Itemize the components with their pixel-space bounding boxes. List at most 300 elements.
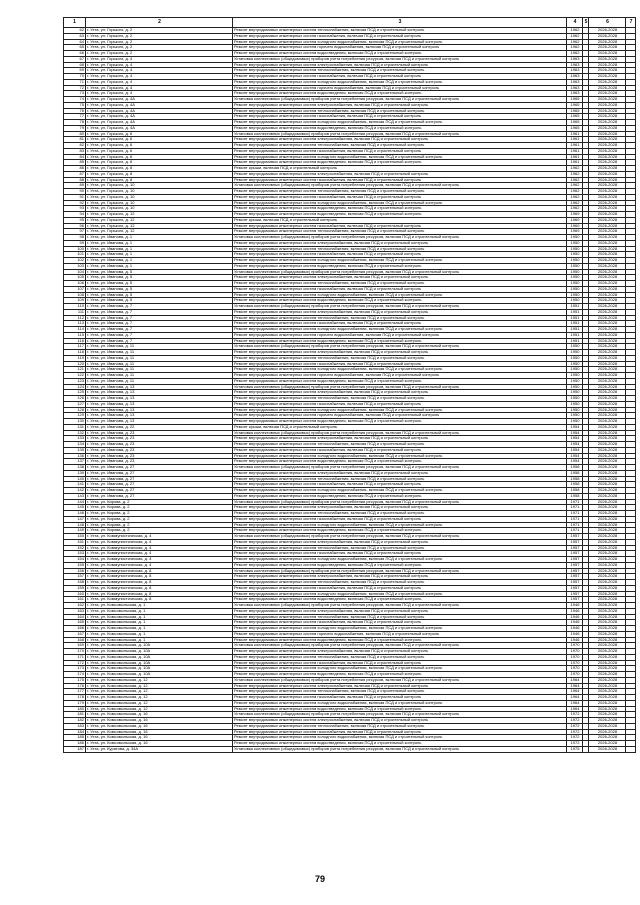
period-cell: 2026-2028 [589, 114, 626, 120]
address-cell: г. Ухта, ул. Иванова, д. 7 [86, 309, 233, 315]
work-type-cell: Ремонт внутридомовых инженерных систем теплоснабжения, включая ПСД и строительный контроль [233, 723, 567, 729]
build-year-cell: 1957 [567, 557, 583, 563]
row-number-cell: 97 [64, 229, 86, 235]
work-type-cell: Ремонт внутридомовых инженерных систем электроснабжения, включая ПСД и строительный контроль [233, 171, 567, 177]
period-cell: 2026-2028 [589, 131, 626, 137]
address-cell: г. Ухта, ул. Горького, д. 4 [86, 68, 233, 74]
row-number-cell: 121 [64, 367, 86, 373]
build-year-cell: 1962 [567, 194, 583, 200]
row-number-cell: 160 [64, 591, 86, 597]
row-number-cell: 137 [64, 459, 86, 465]
row-number-cell: 170 [64, 649, 86, 655]
row-number-cell: 84 [64, 154, 86, 160]
address-cell: г. Ухта, ул. Иванова, д. 27 [86, 493, 233, 499]
work-type-cell: Ремонт внутридомовых инженерных систем холодного водоснабжения, включая ПСД и строительный контроль [233, 367, 567, 373]
row-number-cell: 112 [64, 315, 86, 321]
work-type-cell: Ремонт внутридомовых инженерных систем горячего водоснабжения, включая ПСД и строительный контроль [233, 85, 567, 91]
build-year-cell: 1962 [567, 171, 583, 177]
work-type-cell: Ремонт внутридомовых инженерных систем теплоснабжения, включая ПСД и строительный контроль [233, 580, 567, 586]
work-type-cell: Ремонт внутридомовых инженерных систем электроснабжения, включая ПСД и строительный контроль [233, 608, 567, 614]
period-cell: 2026-2028 [589, 574, 626, 580]
row-number-cell: 154 [64, 557, 86, 563]
address-cell: г. Ухта, ул. Горького, д. 6 [86, 148, 233, 154]
address-cell: г. Ухта, ул. Иванова, д. 11 [86, 367, 233, 373]
work-type-cell: Ремонт внутридомовых инженерных систем электроснабжения, включая ПСД и строительный контроль [233, 574, 567, 580]
address-cell: г. Ухта, ул. Комсомольская, д. 16 [86, 718, 233, 724]
build-year-cell: 1972 [567, 735, 583, 741]
address-cell: г. Ухта, ул. Горького, д. 4 [86, 91, 233, 97]
build-year-cell: 1972 [567, 723, 583, 729]
build-year-cell: 1962 [567, 177, 583, 183]
period-cell: 2026-2028 [589, 470, 626, 476]
build-year-cell: 1963 [567, 74, 583, 80]
work-type-cell: Ремонт внутридомовых инженерных систем теплоснабжения, включая ПСД и строительный контроль [233, 396, 567, 402]
build-year-cell: 1950 [567, 281, 583, 287]
build-year-cell: 1950 [567, 286, 583, 292]
work-type-cell: Ремонт внутридомовых инженерных систем газоснабжения, включая ПСД и строительный контроль [233, 194, 567, 200]
period-cell: 2026-2028 [589, 603, 626, 609]
row-number-cell: 103 [64, 263, 86, 269]
period-cell: 2026-2028 [589, 171, 626, 177]
row-number-cell: 66 [64, 51, 86, 57]
row-number-cell: 81 [64, 137, 86, 143]
period-cell: 2026-2028 [589, 120, 626, 126]
row-number-cell: 181 [64, 712, 86, 718]
row-number-cell: 74 [64, 97, 86, 103]
build-year-cell: 1951 [567, 304, 583, 310]
row-number-cell: 75 [64, 102, 86, 108]
row-number-cell: 92 [64, 200, 86, 206]
row-number-cell: 184 [64, 729, 86, 735]
row-number-cell: 67 [64, 56, 86, 62]
build-year-cell: 1958 [567, 482, 583, 488]
period-cell: 2026-2028 [589, 350, 626, 356]
build-year-cell: 1957 [567, 534, 583, 540]
build-year-cell: 1962 [567, 51, 583, 57]
address-cell: г. Ухта, ул. Комсомольская, д. 10А [86, 649, 233, 655]
row-number-cell: 133 [64, 436, 86, 442]
period-cell: 2026-2028 [589, 200, 626, 206]
work-type-cell: Ремонт внутридомовых инженерных систем водоотведения, включая ПСД и строительный контроль [233, 562, 567, 568]
address-cell: г. Ухта, ул. Комсомольская, д. 12 [86, 677, 233, 683]
row-number-cell: 138 [64, 465, 86, 471]
build-year-cell: 1964 [567, 683, 583, 689]
row-number-cell: 155 [64, 562, 86, 568]
row-number-cell: 77 [64, 114, 86, 120]
address-cell: г. Ухта, ул. Иванова, д. 27 [86, 476, 233, 482]
work-type-cell: Ремонт внутридомовых инженерных систем холодного водоснабжения, включая ПСД и строительный контроль [233, 154, 567, 160]
build-year-cell: 1964 [567, 689, 583, 695]
address-cell: г. Ухта, ул. Иванова, д. 23 [86, 459, 233, 465]
build-year-cell: 1950 [567, 350, 583, 356]
address-cell: г. Ухта, ул. Комсомольская, д. 10А [86, 660, 233, 666]
period-cell: 2026-2028 [589, 597, 626, 603]
period-cell: 2026-2028 [589, 212, 626, 218]
row-number-cell: 163 [64, 608, 86, 614]
empty-cell-cell [626, 746, 636, 752]
build-year-cell: 1957 [567, 574, 583, 580]
work-type-cell: Ремонт внутридомовых инженерных систем теплоснабжения, включая ПСД и строительный контроль [233, 442, 567, 448]
work-type-cell: Ремонт внутридомовых инженерных систем водоотведения, включая ПСД и строительный контроль [233, 493, 567, 499]
build-year-cell: 1963 [567, 79, 583, 85]
work-type-cell: Ремонт крыши, включая ПСД и строительный контроль [233, 217, 567, 223]
address-cell: г. Ухта, ул. Иванова, д. 11 [86, 373, 233, 379]
address-cell: г. Ухта, ул. Комсомольская, д. 16 [86, 735, 233, 741]
period-cell: 2026-2028 [589, 580, 626, 586]
period-cell: 2026-2028 [589, 568, 626, 574]
address-cell: г. Ухта, ул. Горького, д. 10 [86, 189, 233, 195]
work-type-cell: Ремонт внутридомовых инженерных систем теплоснабжения, включая ПСД и строительный контроль [233, 511, 567, 517]
work-type-cell: Ремонт внутридомовых инженерных систем теплоснабжения, включая ПСД и строительный контроль [233, 654, 567, 660]
address-cell: г. Ухта, ул. Коммунистическая, д. 8 [86, 585, 233, 591]
address-cell: г. Ухта, ул. Иванова, д. 5 [86, 292, 233, 298]
row-number-cell: 158 [64, 580, 86, 586]
address-cell: г. Ухта, ул. Иванова, д. 7 [86, 315, 233, 321]
work-type-cell: Ремонт внутридомовых инженерных систем газоснабжения, включая ПСД и строительный контроль [233, 286, 567, 292]
period-cell: 2026-2028 [589, 286, 626, 292]
work-type-cell: Ремонт внутридомовых инженерных систем газоснабжения, включая ПСД и строительный контроль [233, 551, 567, 557]
build-year-cell: 1965 [567, 108, 583, 114]
period-cell: 2026-2028 [589, 189, 626, 195]
period-cell: 2026-2028 [589, 608, 626, 614]
row-number-cell: 156 [64, 568, 86, 574]
address-cell: г. Ухта, ул. Коммунистическая, д. 4 [86, 539, 233, 545]
work-type-cell: Установка коллективных (общедомовых) приборов учета потребления ресурсов, включая ПСД и строительный контроль [233, 643, 567, 649]
period-cell: 2026-2028 [589, 539, 626, 545]
address-cell: г. Ухта, ул. Горького, д. 8 [86, 177, 233, 183]
period-cell: 2026-2028 [589, 183, 626, 189]
build-year-cell: 1971 [567, 522, 583, 528]
work-type-cell: Ремонт внутридомовых инженерных систем теплоснабжения, включая ПСД и строительный контроль [233, 68, 567, 74]
work-type-cell: Ремонт внутридомовых инженерных систем газоснабжения, включая ПСД и строительный контроль [233, 177, 567, 183]
row-number-cell: 178 [64, 695, 86, 701]
address-cell: г. Ухта, ул. Иванова, д. 23 [86, 442, 233, 448]
period-cell: 2026-2028 [589, 712, 626, 718]
work-type-cell: Ремонт внутридомовых инженерных систем горячего водоснабжения, включая ПСД и строительный контроль [233, 413, 567, 419]
build-year-cell: 1961 [567, 148, 583, 154]
build-year-cell: 1964 [567, 677, 583, 683]
address-cell: г. Ухта, ул. Иванова, д. 13 [86, 384, 233, 390]
address-cell: г. Ухта, ул. Кирова, д. 2 [86, 516, 233, 522]
address-cell: г. Ухта, ул. Горького, д. 4 [86, 85, 233, 91]
build-year-cell: 1963 [567, 62, 583, 68]
period-cell: 2026-2028 [589, 499, 626, 505]
work-type-cell: Ремонт внутридомовых инженерных систем холодного водоснабжения, включая ПСД и строительный контроль [233, 735, 567, 741]
period-cell: 2026-2028 [589, 637, 626, 643]
build-year-cell: 1951 [567, 327, 583, 333]
build-year-cell: 1950 [567, 344, 583, 350]
work-type-cell: Ремонт внутридомовых инженерных систем теплоснабжения, включая ПСД и строительный контроль [233, 476, 567, 482]
address-cell: г. Ухта, ул. Иванова, д. 13 [86, 401, 233, 407]
work-type-cell: Ремонт внутридомовых инженерных систем газоснабжения, включая ПСД и строительный контроль [233, 516, 567, 522]
period-cell: 2026-2028 [589, 516, 626, 522]
period-cell: 2026-2028 [589, 97, 626, 103]
work-type-cell: Ремонт внутридомовых инженерных систем водоотведения, включая ПСД и строительный контроль [233, 419, 567, 425]
header-col-6: 6 [589, 18, 626, 28]
header-col-2: 2 [86, 18, 233, 28]
period-cell: 2026-2028 [589, 585, 626, 591]
address-cell: г. Ухта, ул. Горького, д. 10 [86, 194, 233, 200]
period-cell: 2026-2028 [589, 148, 626, 154]
work-type-cell: Ремонт внутридомовых инженерных систем электроснабжения, включая ПСД и строительный контроль [233, 62, 567, 68]
work-type-cell: Ремонт внутридомовых инженерных систем водоотведения, включая ПСД и строительный контроль [233, 263, 567, 269]
address-cell: г. Ухта, ул. Коммунистическая, д. 4 [86, 562, 233, 568]
address-cell: г. Ухта, ул. Горького, д. 2 [86, 33, 233, 39]
build-year-cell: 1954 [567, 436, 583, 442]
address-cell: г. Ухта, ул. Горького, д. 10 [86, 183, 233, 189]
build-year-cell: 1950 [567, 373, 583, 379]
row-number-cell: 130 [64, 419, 86, 425]
work-type-cell: Ремонт внутридомовых инженерных систем газоснабжения, включая ПСД и строительный контроль [233, 33, 567, 39]
row-number-cell: 126 [64, 396, 86, 402]
work-type-cell: Ремонт внутридомовых инженерных систем электроснабжения, включая ПСД и строительный контроль [233, 470, 567, 476]
address-cell: г. Ухта, ул. Иванова, д. 11 [86, 350, 233, 356]
build-year-cell: 1951 [567, 321, 583, 327]
row-number-cell: 91 [64, 194, 86, 200]
work-type-cell: Ремонт внутридомовых инженерных систем холодного водоснабжения, включая ПСД и строительный контроль [233, 327, 567, 333]
address-cell: г. Ухта, ул. Кирова, д. 2 [86, 522, 233, 528]
build-year-cell: 1958 [567, 488, 583, 494]
address-cell: г. Ухта, ул. Иванова, д. 27 [86, 470, 233, 476]
address-cell: г. Ухта, ул. Иванова, д. 13 [86, 413, 233, 419]
address-cell: г. Ухта, ул. Иванова, д. 27 [86, 482, 233, 488]
work-type-cell: Ремонт внутридомовых инженерных систем электроснабжения, включая ПСД и строительный контроль [233, 505, 567, 511]
period-cell: 2026-2028 [589, 689, 626, 695]
row-number-cell: 157 [64, 574, 86, 580]
address-cell: г. Ухта, ул. Горького, д. 6 [86, 137, 233, 143]
period-cell: 2026-2028 [589, 695, 626, 701]
row-number-cell: 164 [64, 614, 86, 620]
build-year-cell: 1946 [567, 614, 583, 620]
address-cell: г. Ухта, ул. Горького, д. 4А [86, 102, 233, 108]
period-cell: 2026-2028 [589, 177, 626, 183]
build-year-cell: 1962 [567, 39, 583, 45]
work-type-cell: Ремонт внутридомовых инженерных систем водоотведения, включая ПСД и строительный контроль [233, 597, 567, 603]
row-number-cell: 135 [64, 447, 86, 453]
work-type-cell: Ремонт внутридомовых инженерных систем холодного водоснабжения, включая ПСД и строительный контроль [233, 488, 567, 494]
period-cell: 2026-2028 [589, 269, 626, 275]
build-year-cell: 1957 [567, 551, 583, 557]
build-year-cell: 1971 [567, 505, 583, 511]
row-number-cell: 100 [64, 246, 86, 252]
period-cell: 2026-2028 [589, 660, 626, 666]
address-cell: г. Ухта, ул. Иванова, д. 7 [86, 304, 233, 310]
address-cell: г. Ухта, ул. Иванова, д. 1 [86, 240, 233, 246]
period-cell: 2026-2028 [589, 482, 626, 488]
address-cell: г. Ухта, ул. Комсомольская, д. 1 [86, 608, 233, 614]
period-cell: 2026-2028 [589, 327, 626, 333]
page-number: 79 [314, 874, 325, 884]
period-cell: 2026-2028 [589, 166, 626, 172]
build-year-cell: 1965 [567, 114, 583, 120]
address-cell: г. Ухта, ул. Горького, д. 6 [86, 160, 233, 166]
period-cell: 2026-2028 [589, 28, 626, 34]
work-type-cell: Ремонт внутридомовых инженерных систем водоотведения, включая ПСД и строительный контроль [233, 706, 567, 712]
row-number-cell: 180 [64, 706, 86, 712]
row-number-cell: 177 [64, 689, 86, 695]
row-number-cell: 68 [64, 62, 86, 68]
address-cell: г. Ухта, ул. Комсомольская, д. 1 [86, 626, 233, 632]
build-year-cell: 1950 [567, 396, 583, 402]
work-type-cell: Ремонт внутридомовых инженерных систем газоснабжения, включая ПСД и строительный контроль [233, 695, 567, 701]
work-type-cell: Ремонт внутридомовых инженерных систем водоотведения, включая ПСД и строительный контроль [233, 212, 567, 218]
work-type-cell: Ремонт внутридомовых инженерных систем водоотведения, включая ПСД и строительный контроль [233, 637, 567, 643]
build-year-cell: 1963 [567, 68, 583, 74]
build-year-cell: 1946 [567, 637, 583, 643]
work-type-cell: Ремонт внутридомовых инженерных систем газоснабжения, включая ПСД и строительный контроль [233, 148, 567, 154]
work-type-cell: Ремонт внутридомовых инженерных систем теплоснабжения, включая ПСД и строительный контроль [233, 545, 567, 551]
build-year-cell: 1957 [567, 585, 583, 591]
work-type-cell: Ремонт внутридомовых инженерных систем водоотведения, включая ПСД и строительный контроль [233, 672, 567, 678]
row-number-cell: 99 [64, 240, 86, 246]
period-cell: 2026-2028 [589, 459, 626, 465]
build-year-cell: 1957 [567, 568, 583, 574]
period-cell: 2026-2028 [589, 62, 626, 68]
work-type-cell: Установка коллективных (общедомовых) приборов учета потребления ресурсов, включая ПСД и строительный контроль [233, 235, 567, 241]
row-number-cell: 142 [64, 488, 86, 494]
work-type-cell: Ремонт внутридомовых инженерных систем водоотведения, включая ПСД и строительный контроль [233, 378, 567, 384]
build-year-cell: 1951 [567, 309, 583, 315]
build-year-cell: 1950 [567, 269, 583, 275]
build-year-cell: 1969 [567, 217, 583, 223]
period-cell: 2026-2028 [589, 79, 626, 85]
work-type-cell: Ремонт внутридомовых инженерных систем холодного водоснабжения, включая ПСД и строительный контроль [233, 557, 567, 563]
address-cell: г. Ухта, ул. Комсомольская, д. 1 [86, 620, 233, 626]
row-number-cell: 85 [64, 160, 86, 166]
period-cell: 2026-2028 [589, 700, 626, 706]
address-cell: г. Ухта, ул. Иванова, д. 13 [86, 390, 233, 396]
build-year-cell: 1958 [567, 493, 583, 499]
period-cell: 2026-2028 [589, 74, 626, 80]
build-year-cell: 1961 [567, 160, 583, 166]
work-type-cell: Установка коллективных (общедомовых) приборов учета потребления ресурсов, включая ПСД и строительный контроль [233, 746, 567, 752]
work-type-cell: Установка коллективных (общедомовых) приборов учета потребления ресурсов, включая ПСД и строительный контроль [233, 131, 567, 137]
build-year-cell: 1957 [567, 591, 583, 597]
address-cell: г. Ухта, ул. Коммунистическая, д. 4 [86, 551, 233, 557]
row-number-cell: 90 [64, 189, 86, 195]
row-number-cell: 89 [64, 183, 86, 189]
row-number-cell: 183 [64, 723, 86, 729]
row-number-cell: 93 [64, 206, 86, 212]
build-year-cell: 1946 [567, 620, 583, 626]
period-cell: 2026-2028 [589, 522, 626, 528]
address-cell: г. Ухта, ул. Иванова, д. 5 [86, 269, 233, 275]
row-number-cell: 86 [64, 166, 86, 172]
build-year-cell: 1950 [567, 252, 583, 258]
period-cell: 2026-2028 [589, 557, 626, 563]
row-number-cell: 102 [64, 258, 86, 264]
period-cell: 2026-2028 [589, 746, 626, 752]
address-cell: г. Ухта, ул. Комсомольская, д. 1 [86, 614, 233, 620]
period-cell: 2026-2028 [589, 281, 626, 287]
build-year-cell: 1951 [567, 315, 583, 321]
period-cell: 2026-2028 [589, 258, 626, 264]
row-number-cell: 69 [64, 68, 86, 74]
work-type-cell: Ремонт внутридомовых инженерных систем газоснабжения, включая ПСД и строительный контроль [233, 223, 567, 229]
period-cell: 2026-2028 [589, 217, 626, 223]
build-year-cell: 1950 [567, 390, 583, 396]
period-cell: 2026-2028 [589, 292, 626, 298]
row-number-cell: 80 [64, 131, 86, 137]
period-cell: 2026-2028 [589, 407, 626, 413]
build-year-cell: 1950 [567, 258, 583, 264]
row-number-cell: 161 [64, 597, 86, 603]
address-cell: г. Ухта, ул. Иванова, д. 7 [86, 321, 233, 327]
row-number-cell: 131 [64, 424, 86, 430]
row-number-cell: 128 [64, 407, 86, 413]
period-cell: 2026-2028 [589, 235, 626, 241]
address-cell: г. Ухта, ул. Горького, д. 6 [86, 131, 233, 137]
work-type-cell: Ремонт внутридомовых инженерных систем горячего водоснабжения, включая ПСД и строительный контроль [233, 45, 567, 51]
address-cell: г. Ухта, ул. Комсомольская, д. 16 [86, 729, 233, 735]
row-number-cell: 187 [64, 746, 86, 752]
period-cell: 2026-2028 [589, 137, 626, 143]
period-cell: 2026-2028 [589, 488, 626, 494]
build-year-cell: 1961 [567, 137, 583, 143]
period-cell: 2026-2028 [589, 143, 626, 149]
address-cell: г. Ухта, ул. Комсомольская, д. 16 [86, 741, 233, 747]
row-number-cell: 146 [64, 511, 86, 517]
row-number-cell: 109 [64, 298, 86, 304]
address-cell: г. Ухта, ул. Иванова, д. 1 [86, 258, 233, 264]
work-type-cell: Ремонт внутридомовых инженерных систем электроснабжения, включая ПСД и строительный контроль [233, 240, 567, 246]
build-year-cell: 1971 [567, 511, 583, 517]
address-cell: г. Ухта, ул. Горького, д. 6 [86, 154, 233, 160]
period-cell: 2026-2028 [589, 338, 626, 344]
address-cell: г. Ухта, ул. Горького, д. 2 [86, 45, 233, 51]
build-year-cell: 1957 [567, 597, 583, 603]
row-number-cell: 147 [64, 516, 86, 522]
address-cell: г. Ухта, ул. Горького, д. 4 [86, 56, 233, 62]
period-cell: 2026-2028 [589, 367, 626, 373]
period-cell: 2026-2028 [589, 551, 626, 557]
address-cell: г. Ухта, ул. Кирова, д. 2 [86, 511, 233, 517]
address-cell: г. Ухта, ул. Иванова, д. 1 [86, 252, 233, 258]
work-type-cell: Ремонт внутридомовых инженерных систем газоснабжения, включая ПСД и строительный контроль [233, 585, 567, 591]
work-type-cell: Ремонт внутридомовых инженерных систем газоснабжения, включая ПСД и строительный контроль [233, 321, 567, 327]
row-number-cell: 141 [64, 482, 86, 488]
period-cell: 2026-2028 [589, 384, 626, 390]
row-number-cell: 106 [64, 281, 86, 287]
repair-schedule-table [63, 17, 636, 753]
row-number-cell: 114 [64, 327, 86, 333]
row-number-cell: 143 [64, 493, 86, 499]
build-year-cell: 1954 [567, 447, 583, 453]
period-cell: 2026-2028 [589, 735, 626, 741]
build-year-cell: 1950 [567, 407, 583, 413]
address-cell: г. Ухта, ул. Комсомольская, д. 12 [86, 706, 233, 712]
period-cell: 2026-2028 [589, 424, 626, 430]
row-number-cell: 134 [64, 442, 86, 448]
row-number-cell: 117 [64, 344, 86, 350]
period-cell: 2026-2028 [589, 332, 626, 338]
build-year-cell: 1970 [567, 660, 583, 666]
address-cell: г. Ухта, ул. Горького, д. 10 [86, 200, 233, 206]
build-year-cell: 1950 [567, 384, 583, 390]
work-type-cell: Ремонт внутридомовых инженерных систем теплоснабжения, включая ПСД и строительный контроль [233, 614, 567, 620]
period-cell: 2026-2028 [589, 511, 626, 517]
address-cell: г. Ухта, ул. Горького, д. 8 [86, 166, 233, 172]
document-page [63, 17, 633, 753]
work-type-cell: Ремонт внутридомовых инженерных систем водоотведения, включая ПСД и строительный контроль [233, 298, 567, 304]
header-col-4: 4 [567, 18, 583, 28]
period-cell: 2026-2028 [589, 206, 626, 212]
row-number-cell: 108 [64, 292, 86, 298]
address-cell: г. Ухта, ул. Иванова, д. 11 [86, 361, 233, 367]
row-number-cell: 76 [64, 108, 86, 114]
period-cell: 2026-2028 [589, 453, 626, 459]
row-number-cell: 98 [64, 235, 86, 241]
